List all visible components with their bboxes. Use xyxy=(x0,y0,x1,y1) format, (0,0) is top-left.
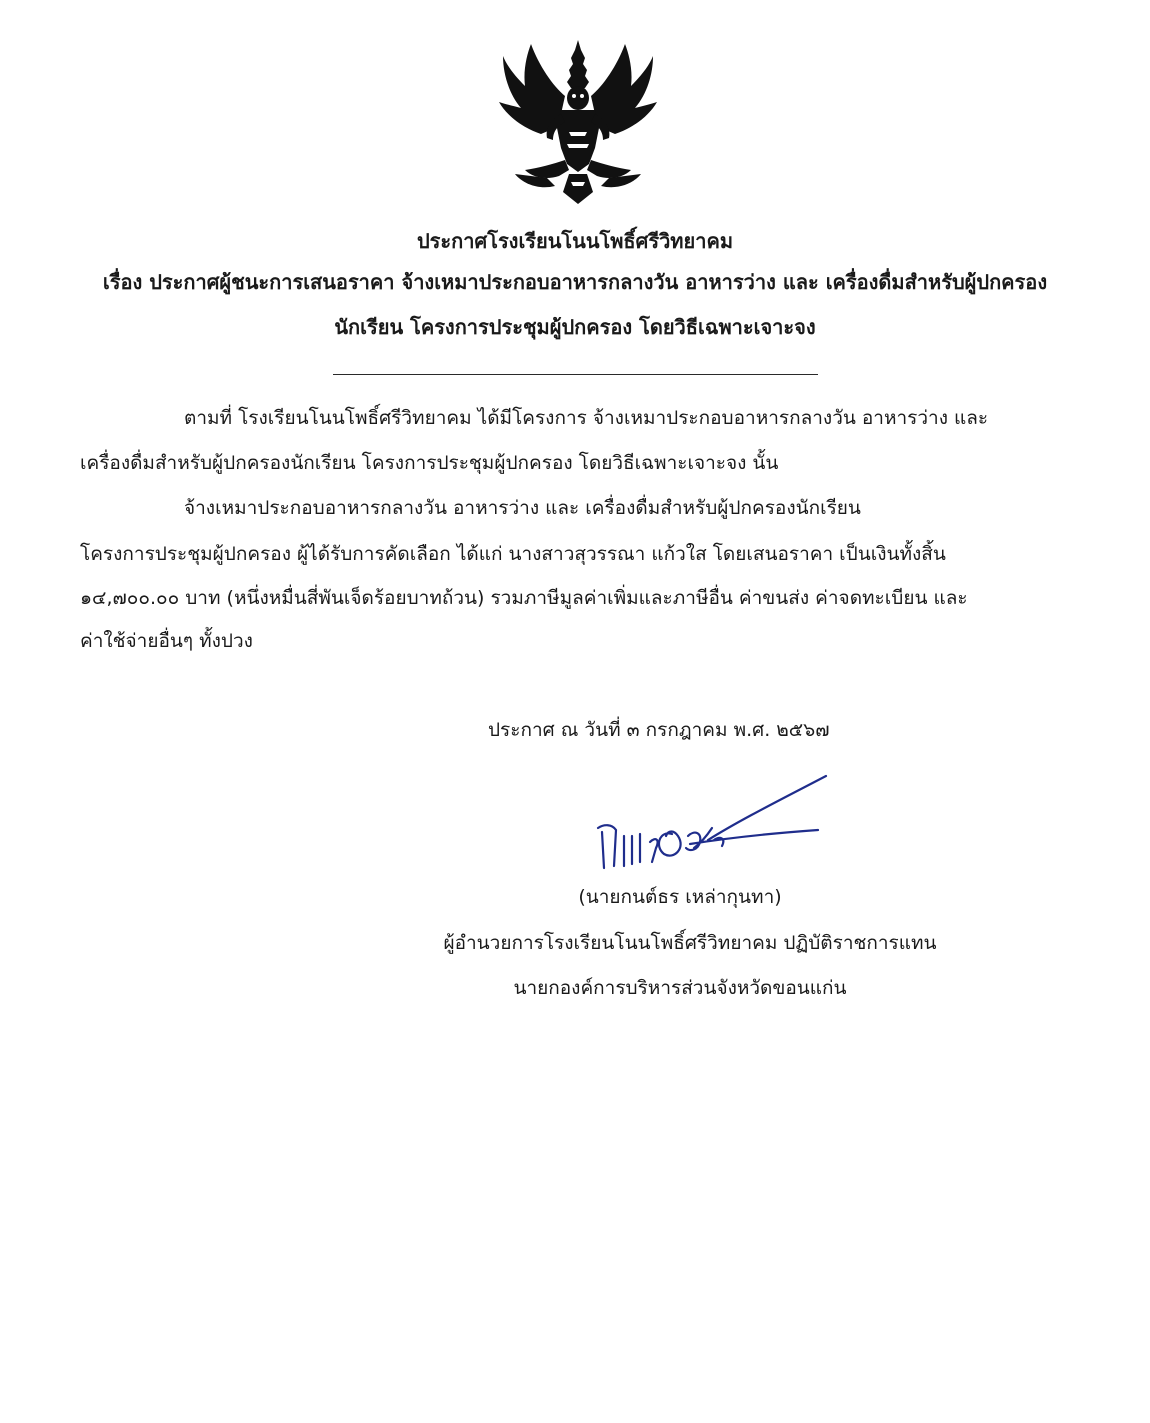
signatory-position-line2: นายกองค์การบริหารส่วนจังหวัดขอนแก่น xyxy=(513,977,847,999)
announcement-date: ประกาศ ณ วันที่ ๓ กรกฎาคม พ.ศ. ๒๕๖๗ xyxy=(488,719,830,741)
body-para1-line2: เครื่องดื่มสำหรับผู้ปกครองนักเรียน โครงการประชุมผู้ปกครอง โดยวิธีเฉพาะเจาะจง นั้น xyxy=(80,452,779,474)
garuda-emblem xyxy=(495,36,661,206)
signature-image xyxy=(590,770,830,875)
signatory-name: (นายกนต์ธร เหล่ากุนทา) xyxy=(578,886,782,908)
body-para2-line3: ๑๔,๗๐๐.๐๐ บาท (หนึ่งหมื่นสี่พันเจ็ดร้อยบาทถ้วน) รวมภาษีมูลค่าเพิ่มและภาษีอื่น ค่าขนส่ง ค่าจดทะเบียน และ xyxy=(80,587,968,609)
subject-line-1: เรื่อง ประกาศผู้ชนะการเสนอราคา จ้างเหมาประกอบอาหารกลางวัน อาหารว่าง และ เครื่องดื่มสำหรับผู้ปกครอง xyxy=(102,270,1048,294)
announcement-title: ประกาศโรงเรียนโนนโพธิ์ศรีวิทยาคม xyxy=(416,229,733,253)
title-divider xyxy=(333,374,818,375)
signatory-position-line1: ผู้อำนวยการโรงเรียนโนนโพธิ์ศรีวิทยาคม ปฏิบัติราชการแทน xyxy=(443,932,937,954)
body-para2-line4: ค่าใช้จ่ายอื่นๆ ทั้งปวง xyxy=(80,630,253,652)
body-para2-line2: โครงการประชุมผู้ปกครอง ผู้ได้รับการคัดเลือก ได้แก่ นางสาวสุวรรณา แก้วใส โดยเสนอราคา เป็นเงินทั้งสิ้น xyxy=(80,543,946,565)
body-para1-line1: ตามที่ โรงเรียนโนนโพธิ์ศรีวิทยาคม ได้มีโครงการ จ้างเหมาประกอบอาหารกลางวัน อาหารว่าง และ xyxy=(184,407,989,429)
subject-line-2: นักเรียน โครงการประชุมผู้ปกครอง โดยวิธีเฉพาะเจาะจง xyxy=(334,315,816,339)
body-para2-line1: จ้างเหมาประกอบอาหารกลางวัน อาหารว่าง และ เครื่องดื่มสำหรับผู้ปกครองนักเรียน xyxy=(184,497,861,519)
